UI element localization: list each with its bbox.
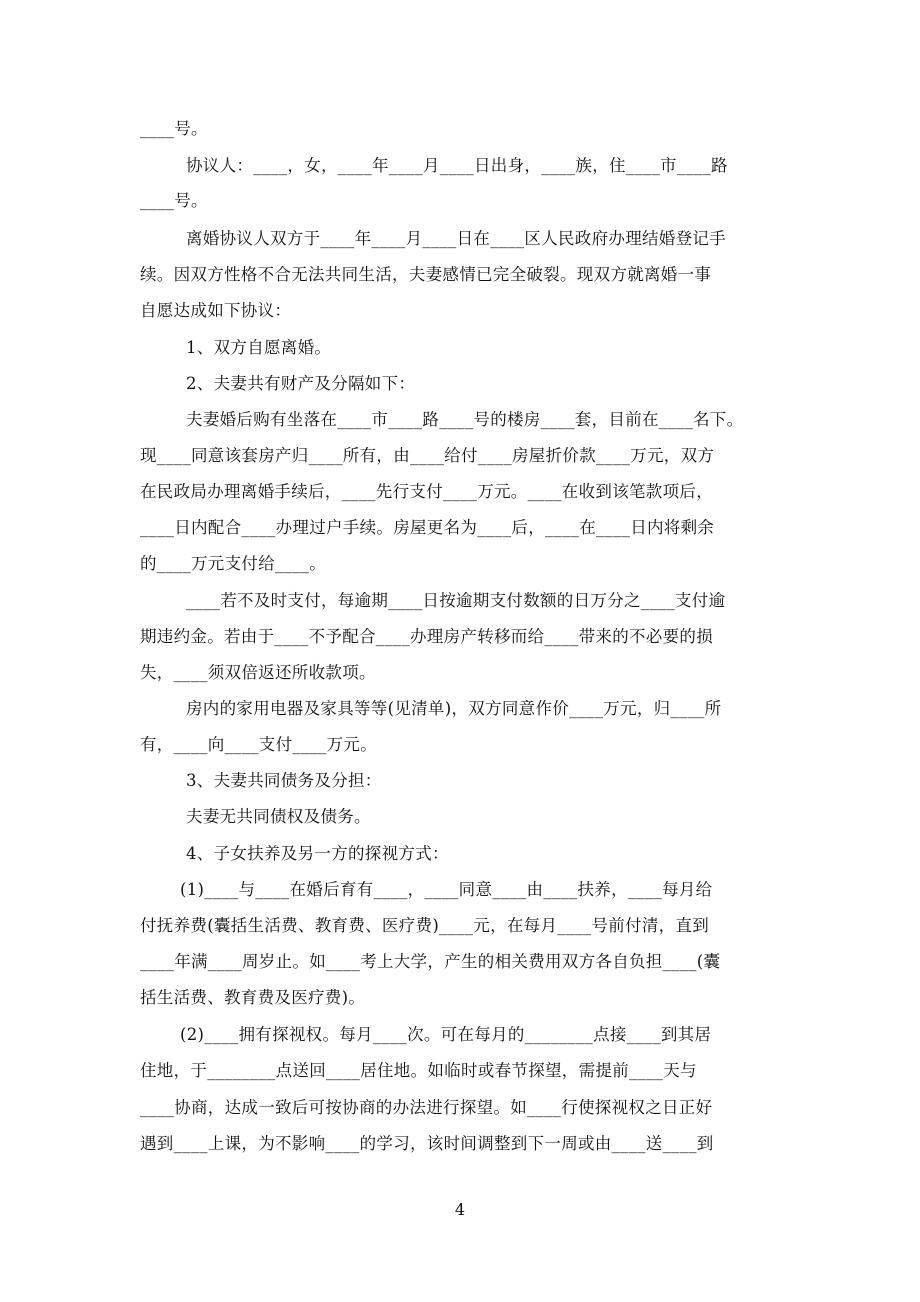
text-line: ____号。: [140, 191, 208, 210]
text-line: 失，____须双倍返还所收款项。: [140, 663, 376, 682]
text-line: 离婚协议人双方于____年____月____日在____区人民政府办理结婚登记手: [186, 229, 726, 248]
text-line: (1)____与____在婚后育有____，____同意____由____扶养，____每月给: [180, 880, 713, 899]
text-line: ____号。: [140, 119, 208, 138]
text-line: ____若不及时支付，每逾期____日按逾期支付数额的日万分之____支付逾: [186, 591, 726, 610]
text-line: 房内的家用电器及家具等等(见清单)，双方同意作价____万元，归____所: [186, 699, 722, 718]
text-line: 夫妻无共同债权及债务。: [186, 807, 371, 826]
text-line: 1、双方自愿离婚。: [186, 338, 332, 357]
text-line: ____年满____周岁止。如____考上大学，产生的相关费用双方各自负担____(囊: [140, 952, 721, 971]
text-line: ____日内配合____办理过户手续。房屋更名为____后，____在____日内将剩余: [140, 518, 715, 537]
text-line: ____协商，达成一致后可按协商的办法进行探望。如____行使探视权之日正好: [140, 1098, 713, 1117]
text-line: 2、夫妻共有财产及分隔如下：: [186, 374, 416, 393]
text-line: 括生活费、教育费及医疗费)。: [140, 988, 366, 1007]
text-line: 有，____向____支付____万元。: [140, 735, 377, 754]
text-line: 期违约金。若由于____不予配合____办理房产转移而给____带来的不必要的损: [140, 627, 713, 646]
text-line: 续。因双方性格不合无法共同生活，夫妻感情已完全破裂。现双方就离婚一事: [140, 265, 712, 284]
text-line: 付抚养费(囊括生活费、教育费、医疗费)____元，在每月____号前付清，直到: [140, 916, 710, 935]
text-line: 自愿达成如下协议：: [140, 301, 292, 320]
text-line: 现____同意该套房产归____所有，由____给付____房屋折价款____万元，双方: [140, 446, 715, 465]
text-line: 的____万元支付给____。: [140, 554, 326, 573]
text-line: 3、夫妻共同债务及分担：: [186, 771, 382, 790]
text-line: (2)____拥有探视权。每月____次。可在每月的________点接____到其居: [180, 1025, 712, 1044]
text-line: 夫妻婚后购有坐落在____市____路____号的楼房____套，目前在____名下。: [186, 410, 744, 429]
page-number: 4: [454, 1200, 466, 1219]
text-line: 住地，于________点送回____居住地。如临时或春节探望，需提前____天与: [140, 1061, 697, 1080]
text-line: 4、子女扶养及另一方的探视方式：: [186, 844, 449, 863]
text-line: 在民政局办理离婚手续后，____先行支付____万元。____在收到该笔款项后，: [140, 482, 713, 501]
text-line: 遇到____上课，为不影响____的学习，该时间调整到下一周或由____送____到: [140, 1134, 714, 1153]
text-line: 协议人：____，女，____年____月____日出身，____族，住____市____路: [186, 156, 728, 175]
